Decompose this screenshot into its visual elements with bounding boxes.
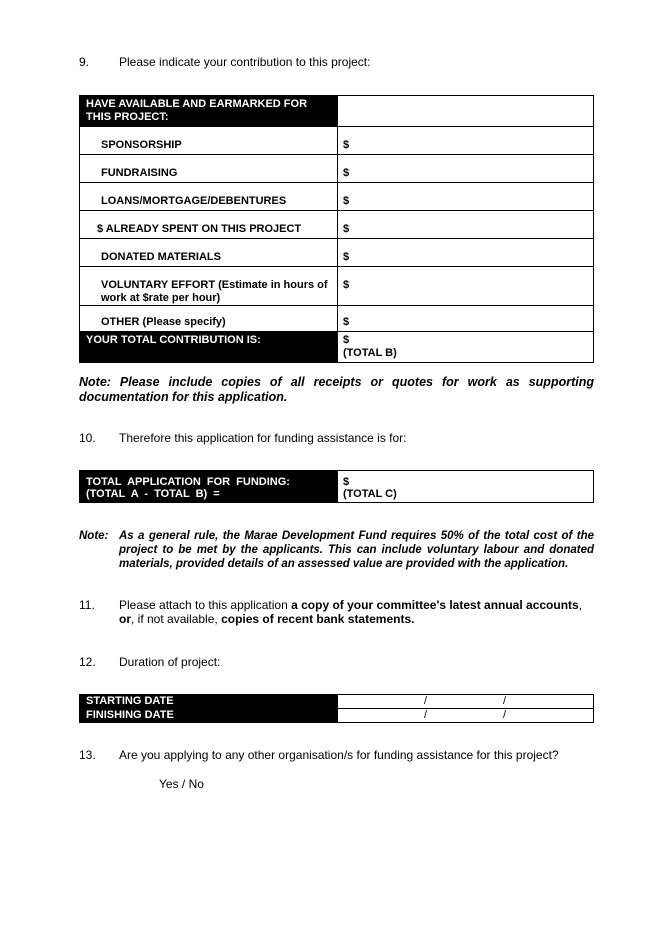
- table-row: [80, 127, 594, 155]
- question-number: 13.: [79, 748, 96, 762]
- starting-date-label: STARTING DATE: [86, 695, 174, 707]
- application-currency: $: [343, 476, 350, 488]
- contribution-header-value[interactable]: [338, 96, 594, 127]
- question-number: 11.: [79, 598, 95, 612]
- date-separator: /: [503, 709, 507, 721]
- note-general-rule: [79, 529, 594, 571]
- row-label-already-spent: $ ALREADY SPENT ON THIS PROJECT: [97, 223, 302, 235]
- sponsorship-value[interactable]: $: [338, 127, 594, 155]
- row-label-loans: LOANS/MORTGAGE/DEBENTURES: [101, 195, 287, 207]
- question-text: Please indicate your contribution to this project:: [119, 55, 371, 69]
- contribution-header: HAVE AVAILABLE AND EARMARKED FOR THIS PROJECT:: [86, 98, 308, 123]
- question-text: Duration of project:: [119, 655, 221, 669]
- table-row: [80, 332, 594, 363]
- note-receipts: Note: Please include copies of all receipts or quotes for work as supporting documentation for this application.: [79, 375, 594, 404]
- question-text: Please attach to this application a copy of your committee's latest annual accounts, or, if not available, copies of recent bank statements.: [119, 598, 583, 626]
- voluntary-effort-value[interactable]: $: [338, 267, 594, 306]
- dates-table: [79, 694, 594, 723]
- row-label-voluntary-effort: VOLUNTARY EFFORT (Estimate in hours of work at $rate per hour): [101, 279, 328, 304]
- date-separator: /: [424, 695, 428, 707]
- total-contribution-currency: $: [343, 334, 350, 346]
- yes-no-answer[interactable]: Yes / No: [159, 777, 204, 791]
- table-row: [80, 211, 594, 239]
- date-separator: /: [503, 695, 507, 707]
- loans-value[interactable]: $: [338, 183, 594, 211]
- table-row: [80, 183, 594, 211]
- total-application-value[interactable]: [338, 471, 594, 503]
- table-row: [80, 267, 594, 306]
- table-row: [80, 155, 594, 183]
- donated-materials-value[interactable]: $: [338, 239, 594, 267]
- table-row: [80, 709, 594, 723]
- row-label-other: OTHER (Please specify): [101, 316, 226, 328]
- question-number: 10.: [79, 431, 96, 445]
- contribution-header-cell: [80, 96, 338, 127]
- table-row: [80, 306, 594, 332]
- finishing-date-field[interactable]: [338, 709, 594, 723]
- row-label-fundraising: FUNDRAISING: [101, 167, 178, 179]
- date-separator: /: [424, 709, 428, 721]
- total-contribution-label: YOUR TOTAL CONTRIBUTION IS:: [86, 334, 261, 346]
- total-contribution-value[interactable]: [338, 332, 594, 363]
- note-label: Note:: [79, 530, 109, 542]
- total-c-tag: (TOTAL C): [343, 488, 397, 500]
- contribution-table: [79, 95, 594, 363]
- table-row: [80, 239, 594, 267]
- finishing-date-label: FINISHING DATE: [86, 709, 174, 721]
- total-b-tag: (TOTAL B): [343, 347, 397, 359]
- already-spent-value[interactable]: $: [338, 211, 594, 239]
- note-body: As a general rule, the Marae Development Fund requires 50% of the total cost of the project to be met by the applicants. This can include voluntary labour and donated materials, provided details of an assessed value are provided with the application.: [119, 530, 594, 570]
- fundraising-value[interactable]: $: [338, 155, 594, 183]
- question-text: Are you applying to any other organisation/s for funding assistance for this project?: [119, 748, 559, 762]
- table-row: [80, 695, 594, 709]
- question-number: 12.: [79, 655, 96, 669]
- starting-date-field[interactable]: [338, 695, 594, 709]
- question-number: 9.: [79, 55, 90, 69]
- row-label-donated-materials: DONATED MATERIALS: [101, 251, 221, 263]
- application-table: [79, 470, 594, 503]
- row-label-sponsorship: SPONSORSHIP: [101, 139, 182, 151]
- other-value[interactable]: $: [338, 306, 594, 332]
- application-label-line1: TOTAL APPLICATION FOR FUNDING:: [86, 476, 290, 488]
- question-text: Therefore this application for funding assistance is for:: [119, 431, 407, 445]
- application-label-line2: (TOTAL A - TOTAL B) =: [86, 488, 220, 500]
